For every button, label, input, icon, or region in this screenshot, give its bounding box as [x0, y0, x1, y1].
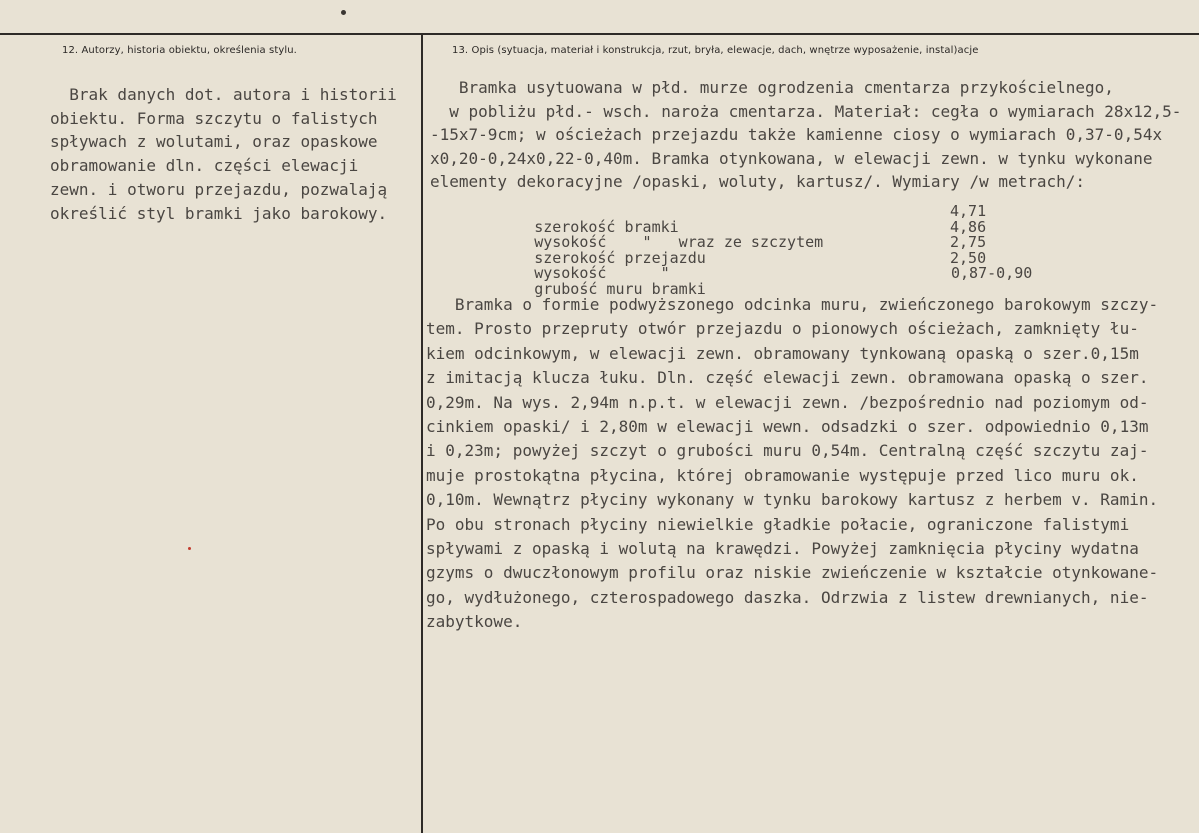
dimension-label: wysokość "	[534, 264, 670, 282]
text-line: gzyms o dwuczłonowym profilu oraz niskie zwieńczenie w kształcie otynkowane-	[426, 563, 1159, 583]
section-12-heading: 12. Autorzy, historia obiektu, określenia stylu.	[62, 45, 297, 56]
text-line: w pobliżu płd.- wsch. naroża cmentarza. Materiał: cegła o wymiarach 28x12,5-	[430, 101, 1182, 121]
text-line: 0,10m. Wewnątrz płyciny wykonany w tynku barokowy kartusz z herbem v. Ramin.	[426, 490, 1159, 510]
text-line: 0,29m. Na wys. 2,94m n.p.t. w elewacji zewn. /bezpośrednio nad poziomym od-	[426, 392, 1149, 412]
dimension-value: 0,87-0,90	[951, 264, 1033, 282]
text-line: z imitacją klucza łuku. Dln. część elewacji zewn. obramowana opaską o szer.	[426, 368, 1149, 388]
text-line: -15x7-9cm; w ościeżach przejazdu także kamienne ciosy o wymiarach 0,37-0,54x	[430, 125, 1163, 145]
text-line: go, wydłużonego, czterospadowego daszka. Odrzwia z listew drewnianych, nie-	[426, 587, 1149, 607]
dimension-label: wysokość " wraz ze szczytem	[534, 233, 824, 251]
authors-history-style-text	[50, 83, 415, 225]
column-divider	[421, 33, 423, 833]
text-line: Bramka o formie podwyższonego odcinka muru, zwieńczonego barokowym szczy-	[426, 295, 1159, 314]
text-line: Brak danych dot. autora i historii	[50, 85, 397, 104]
text-line: spływach z wolutami, oraz opaskowe	[50, 132, 378, 152]
dimensions-table	[480, 202, 1180, 298]
text-line: określić styl bramki jako barokowy.	[50, 203, 388, 223]
dimension-label: szerokość przejazdu	[534, 248, 706, 267]
text-line: Po obu stronach płyciny niewielkie gładkie połacie, ograniczone falistymi	[426, 514, 1130, 534]
dimension-label: grubość muru bramki	[534, 279, 706, 298]
text-line: kiem odcinkowym, w elewacji zewn. obramowany tynkowaną opaską o szer.0,15m	[426, 343, 1139, 363]
text-line: muje prostokątna płycina, której obramowanie występuje przed lico muru ok.	[426, 465, 1139, 485]
text-line: tem. Prosto przepruty otwór przejazdu o pionowych ościeżach, zamknięty łu-	[426, 319, 1139, 339]
text-line: zewn. i otworu przejazdu, pozwalają	[50, 179, 388, 199]
header-rule	[0, 33, 1199, 35]
text-line: spływami z opaską i wolutą na krawędzi. Powyżej zamknięcia płyciny wydatna	[426, 539, 1139, 559]
section-13-heading: 13. Opis (sytuacja, materiał i konstrukcja, rzut, bryła, elewacje, dach, wnętrze wyposażenie, instal)acje	[452, 45, 979, 56]
dimension-value: 2,75	[950, 233, 987, 251]
description-body	[426, 293, 1196, 635]
text-line: obramowanie dln. części elewacji	[50, 156, 359, 176]
text-line: elementy dekoracyjne /opaski, woluty, kartusz/. Wymiary /w metrach/:	[430, 172, 1086, 192]
description-intro	[430, 76, 1190, 194]
text-line: zabytkowe.	[426, 612, 523, 632]
text-line: Bramka usytuowana w płd. murze ogrodzenia cmentarza przykościelnego,	[430, 78, 1114, 97]
text-line: obiektu. Forma szczytu o falistych	[50, 108, 378, 128]
text-line: x0,20-0,24x0,22-0,40m. Bramka otynkowana, w elewacji zewn. w tynku wykonane	[430, 148, 1153, 168]
dimension-value: 4,71	[950, 202, 987, 220]
dimension-value: 2,50	[950, 248, 987, 267]
dimension-value: 4,86	[950, 217, 987, 236]
text-line: i 0,23m; powyżej szczyt o grubości muru 0,54m. Centralną część szczytu zaj-	[426, 441, 1149, 461]
text-line: cinkiem opaski/ i 2,80m w elewacji wewn. odsadzki o szer. odpowiednio 0,13m	[426, 417, 1149, 437]
dimension-label: szerokość bramki	[534, 217, 679, 236]
red-ink-speck	[188, 547, 191, 550]
dimension-row	[480, 264, 1180, 298]
ink-dot	[341, 10, 346, 15]
